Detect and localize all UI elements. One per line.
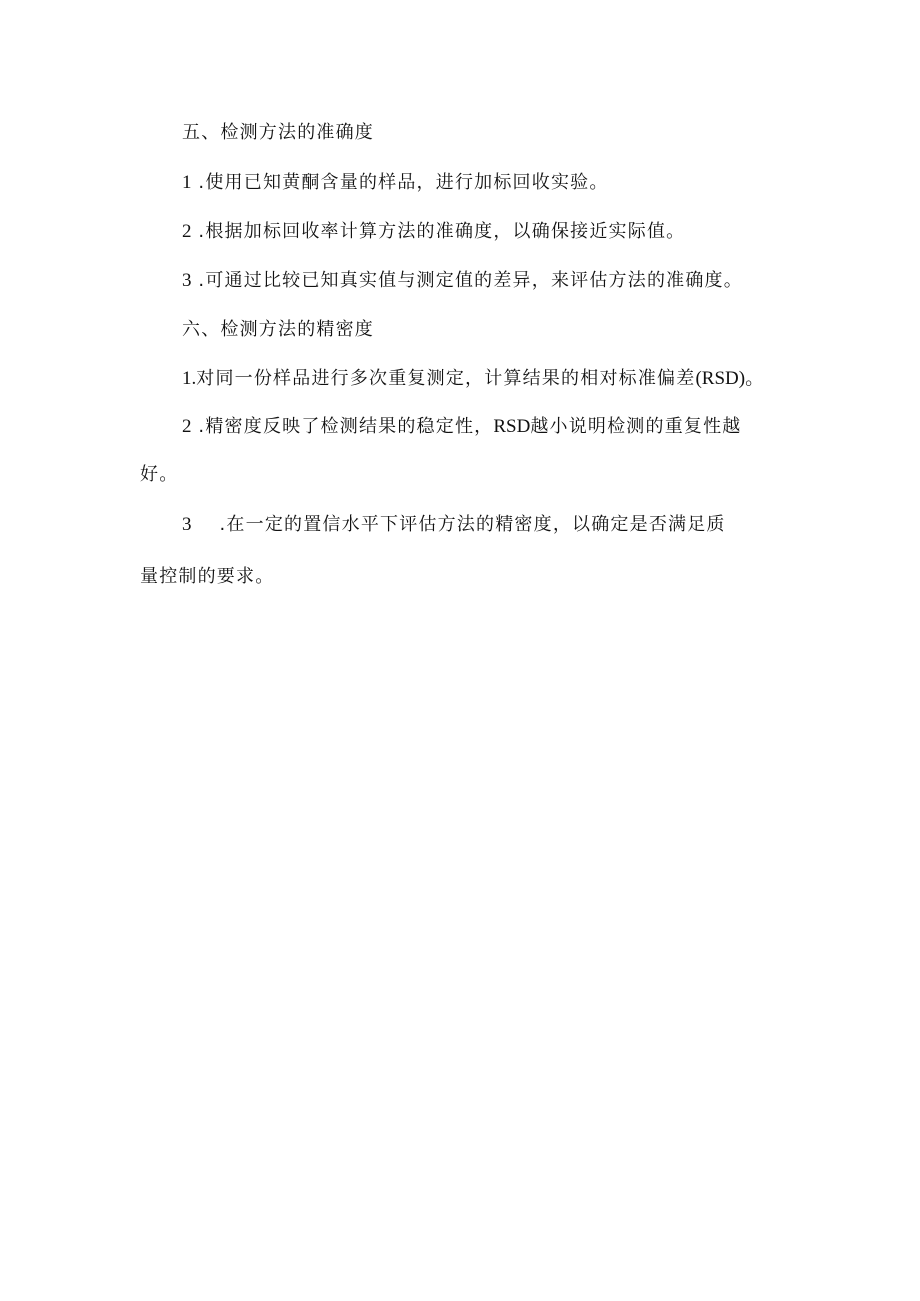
list-item-precision-3	[182, 513, 726, 537]
list-item-accuracy-2	[182, 220, 685, 244]
item-abbr: RSD	[493, 416, 531, 437]
item-text: .精密度反映了检测结果的稳定性，	[198, 416, 494, 437]
section-heading-accuracy: 五、检测方法的准确度	[182, 122, 374, 143]
section-heading-precision: 六、检测方法的精密度	[182, 319, 374, 340]
item-number: 3	[182, 270, 192, 291]
list-item-precision-1	[182, 367, 764, 391]
item-text: 对同一份样品进行多次重复测定，计算结果的相对标准偏差	[196, 368, 696, 389]
item-text: .在一定的置信水平下评估方法的精密度，以确定是否满足质	[219, 514, 726, 535]
item-text: .使用已知黄酮含量的样品，进行加标回收实验。	[198, 172, 609, 193]
list-item-precision-3-wrap: 量控制的要求。	[140, 566, 275, 587]
item-text: .根据加标回收率计算方法的准确度，以确保接近实际值。	[198, 221, 686, 242]
item-suffix: (RSD)。	[695, 368, 765, 389]
list-item-accuracy-3	[182, 269, 743, 293]
item-number: 2	[182, 221, 192, 242]
item-text-continued: 越小说明检测的重复性越	[530, 416, 742, 437]
item-text: .可通过比较已知真实值与测定值的差异，来评估方法的准确度。	[198, 270, 743, 291]
item-number: 1.	[182, 368, 197, 389]
item-number: 1	[182, 172, 192, 193]
list-item-precision-2-wrap: 好。	[140, 464, 179, 485]
list-item-precision-2	[182, 415, 742, 439]
item-number: 2	[182, 416, 192, 437]
list-item-accuracy-1	[182, 171, 609, 195]
item-number: 3	[182, 514, 192, 535]
